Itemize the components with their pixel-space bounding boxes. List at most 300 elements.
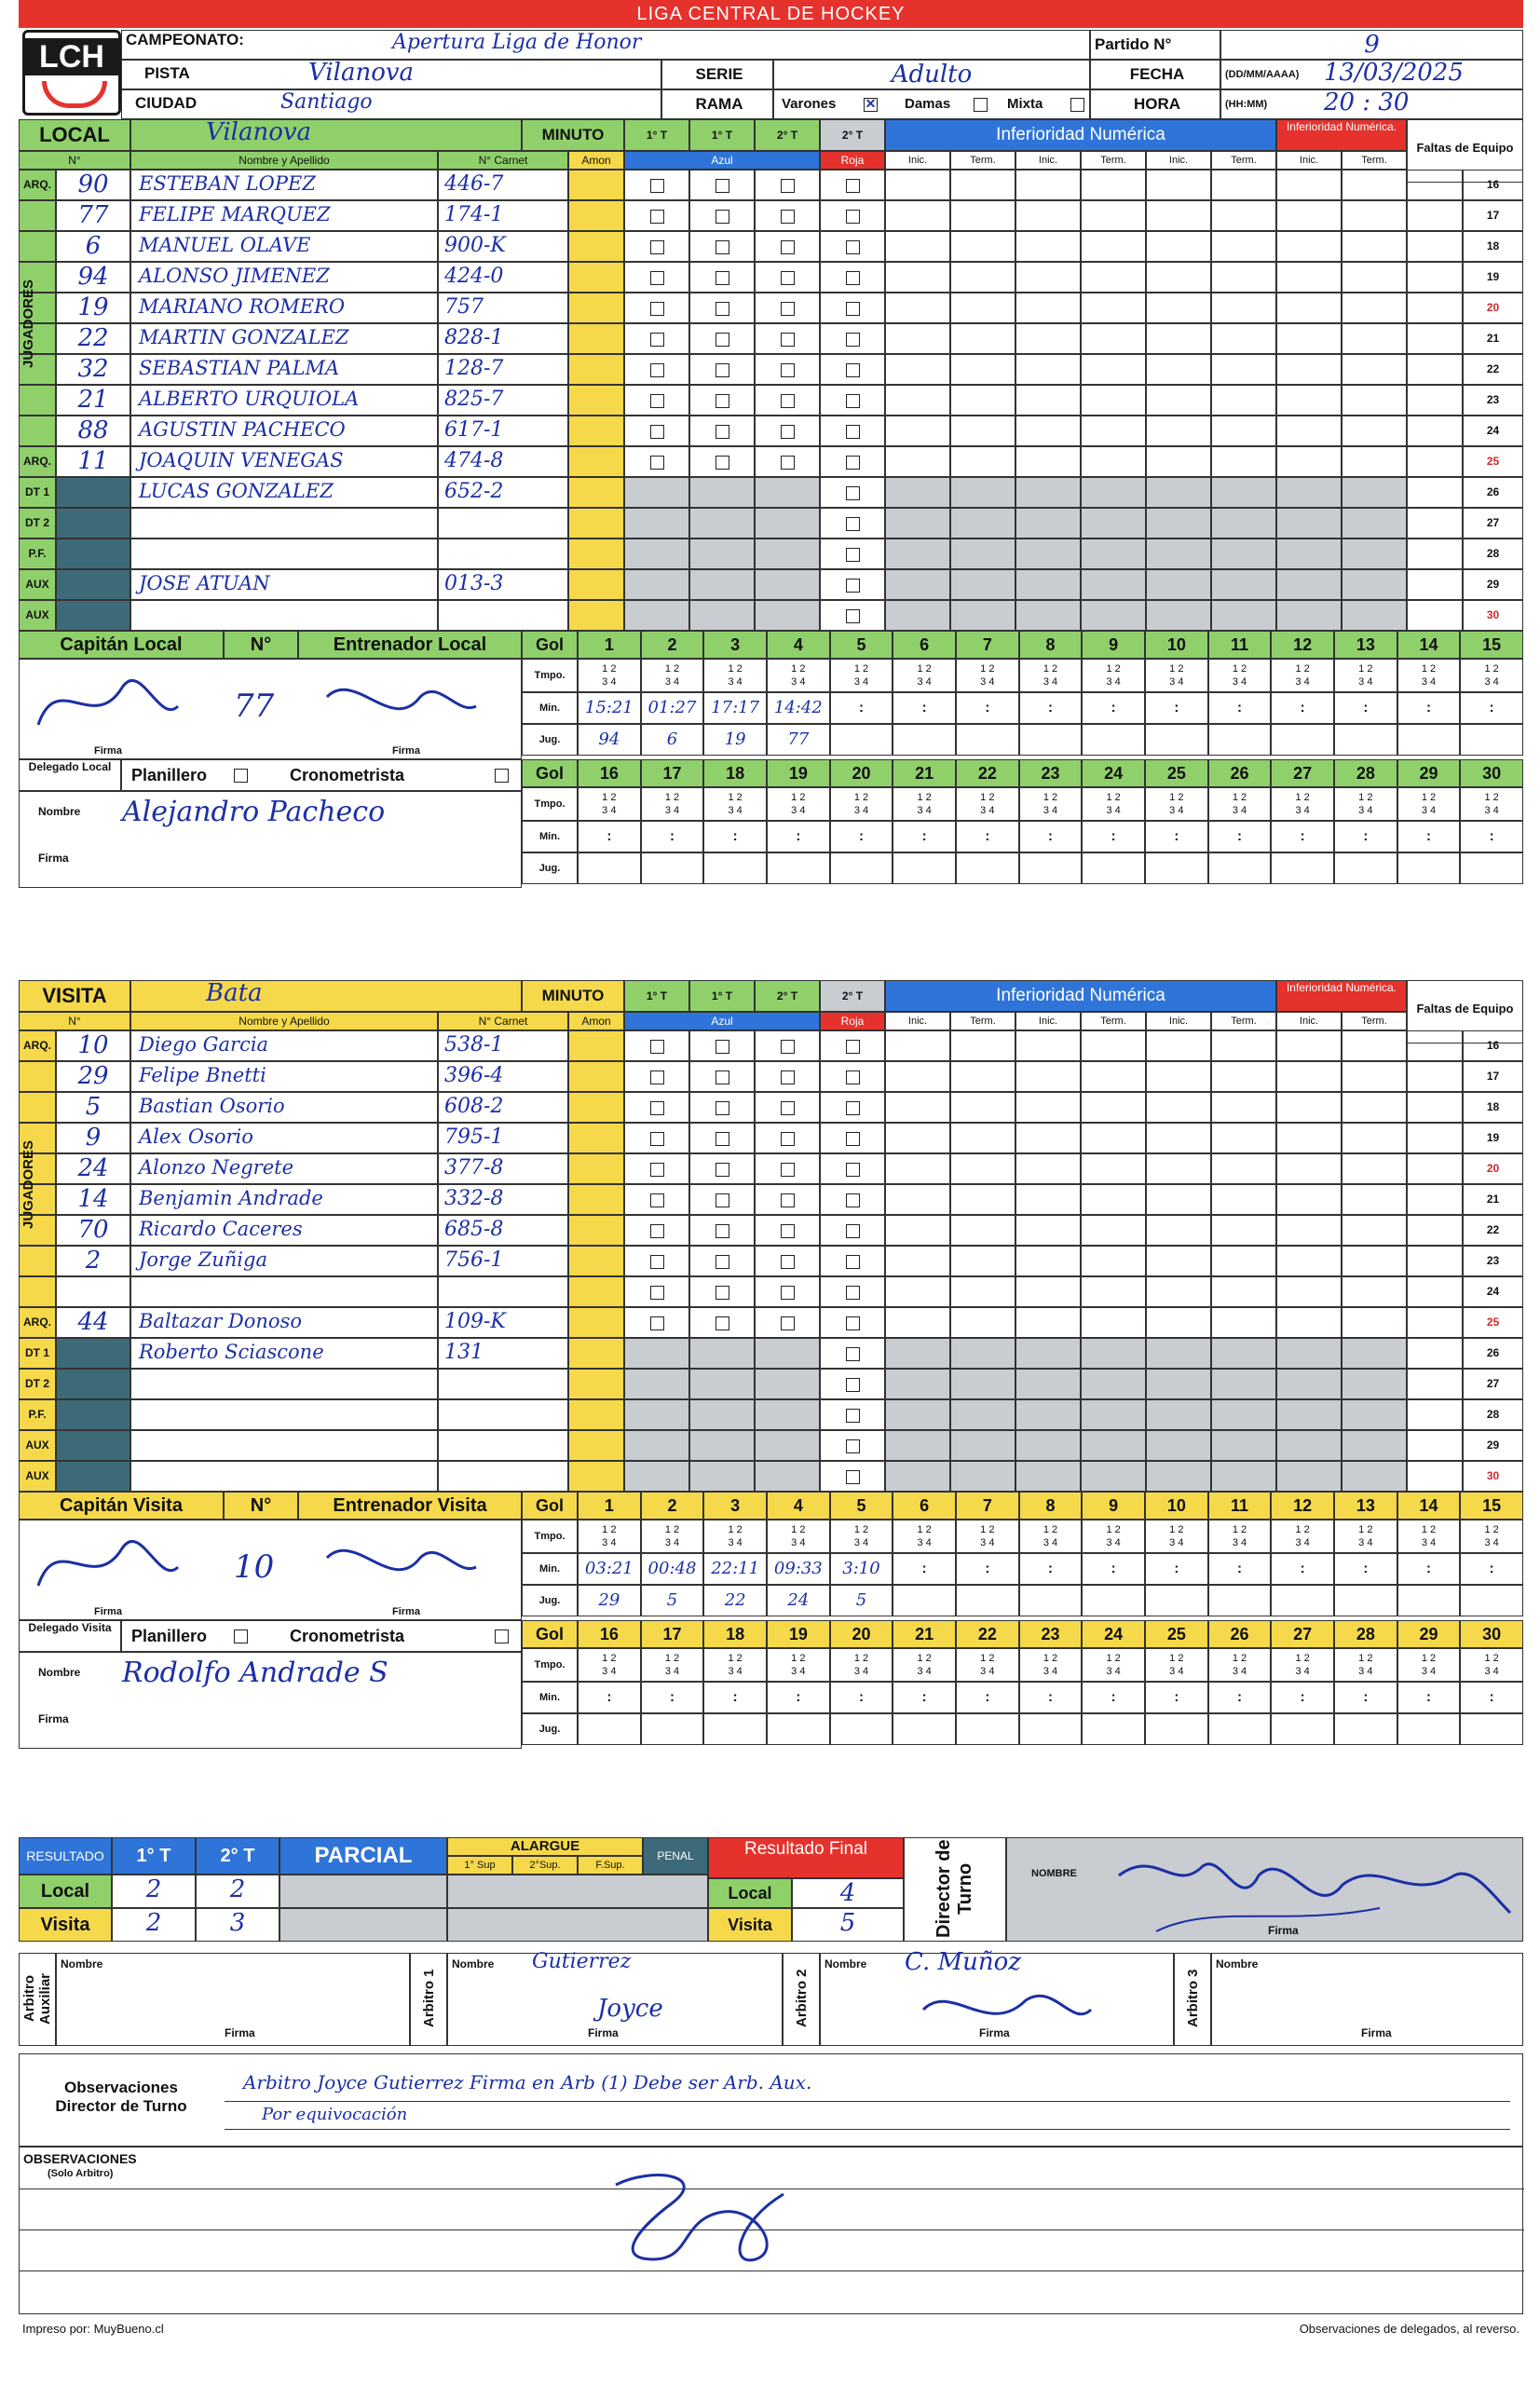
visita-inf-cell[interactable]	[1342, 1153, 1407, 1184]
visita-gol-tmpo-cell[interactable]	[1082, 1520, 1145, 1553]
local-azul-checkbox[interactable]	[781, 302, 795, 316]
local-inf-cell[interactable]	[1211, 262, 1276, 293]
local-inf-cell[interactable]	[1015, 416, 1081, 446]
visita-roja-cell[interactable]	[820, 1307, 885, 1338]
local-amon-cell[interactable]	[568, 323, 624, 354]
visita-amon-cell[interactable]	[568, 1307, 624, 1338]
visita-gol-tmpo-cell[interactable]	[767, 1648, 830, 1682]
visita-inf-cell[interactable]	[1081, 1307, 1146, 1338]
visita-inf-cell[interactable]	[1081, 1369, 1146, 1399]
visita-inf-cell[interactable]	[1146, 1430, 1211, 1461]
local-inf-cell[interactable]	[950, 293, 1015, 323]
visita-gol-jug-cell[interactable]	[1271, 1713, 1334, 1745]
visita-amon-cell[interactable]	[568, 1061, 624, 1092]
local-inf-cell[interactable]	[1342, 569, 1407, 600]
local-inf-cell[interactable]	[1342, 262, 1407, 293]
visita-inf-cell[interactable]	[1342, 1246, 1407, 1276]
visita-gol-tmpo-cell[interactable]	[1460, 1520, 1523, 1553]
local-roja-checkbox[interactable]	[846, 609, 860, 623]
local-inf-cell[interactable]	[1081, 569, 1146, 600]
visita-falta-a-cell[interactable]	[1407, 1461, 1463, 1492]
local-azul-cell[interactable]	[755, 539, 820, 569]
local-amon-cell[interactable]	[568, 200, 624, 231]
visita-azul-checkbox[interactable]	[715, 1316, 729, 1330]
visita-gol-min-cell[interactable]	[1397, 1553, 1461, 1585]
local-amon-cell[interactable]	[568, 293, 624, 323]
visita-inf-cell[interactable]	[1211, 1215, 1276, 1246]
local-gol-min-cell[interactable]	[956, 692, 1019, 724]
visita-gol-jug-cell[interactable]	[956, 1713, 1019, 1745]
local-inf-cell[interactable]	[885, 170, 950, 200]
local-gol-min-cell[interactable]	[703, 692, 767, 724]
visita-azul-checkbox[interactable]	[650, 1101, 664, 1115]
local-inf-cell[interactable]	[1015, 354, 1081, 385]
visita-azul-cell[interactable]	[624, 1461, 689, 1492]
visita-gol-jug-cell[interactable]	[1334, 1713, 1397, 1745]
visita-gol-tmpo-cell[interactable]	[1271, 1520, 1334, 1553]
local-gol-tmpo-cell[interactable]	[703, 659, 767, 692]
local-azul-cell[interactable]	[624, 600, 689, 631]
local-inf-cell[interactable]	[1276, 170, 1342, 200]
visita-inf-cell[interactable]	[885, 1369, 950, 1399]
visita-inf-cell[interactable]	[950, 1338, 1015, 1369]
visita-amon-cell[interactable]	[568, 1276, 624, 1307]
local-inf-cell[interactable]	[950, 200, 1015, 231]
visita-amon-cell[interactable]	[568, 1399, 624, 1430]
local-gol-min-cell[interactable]	[1082, 821, 1145, 852]
visita-inf-cell[interactable]	[1146, 1307, 1211, 1338]
visita-inf-cell[interactable]	[1276, 1338, 1342, 1369]
local-roja-cell[interactable]	[820, 539, 885, 569]
local-gol-jug-cell[interactable]	[767, 852, 830, 884]
visita-gol-min-cell[interactable]	[1271, 1682, 1334, 1713]
local-gol-tmpo-cell[interactable]	[578, 659, 641, 692]
local-gol-jug-cell[interactable]	[578, 852, 641, 884]
local-roja-cell[interactable]	[820, 231, 885, 262]
local-azul-cell[interactable]	[624, 323, 689, 354]
visita-roja-checkbox[interactable]	[846, 1316, 860, 1330]
local-falta-a-cell[interactable]	[1407, 539, 1463, 569]
local-inf-cell[interactable]	[1211, 323, 1276, 354]
local-inf-cell[interactable]	[1211, 508, 1276, 539]
local-roja-checkbox[interactable]	[846, 456, 860, 470]
visita-azul-cell[interactable]	[689, 1276, 755, 1307]
local-inf-cell[interactable]	[1081, 323, 1146, 354]
visita-azul-cell[interactable]	[689, 1338, 755, 1369]
visita-azul-cell[interactable]	[755, 1338, 820, 1369]
visita-azul-checkbox[interactable]	[781, 1163, 795, 1177]
visita-azul-cell[interactable]	[755, 1369, 820, 1399]
local-gol-jug-cell[interactable]	[1397, 724, 1461, 756]
local-gol-jug-cell[interactable]	[1082, 852, 1145, 884]
local-gol-jug-cell[interactable]	[1019, 724, 1083, 756]
local-inf-cell[interactable]	[1015, 262, 1081, 293]
visita-falta-a-cell[interactable]	[1407, 1369, 1463, 1399]
visita-gol-tmpo-cell[interactable]	[830, 1520, 893, 1553]
local-gol-tmpo-cell[interactable]	[1082, 659, 1145, 692]
visita-inf-cell[interactable]	[1146, 1030, 1211, 1061]
visita-inf-cell[interactable]	[1015, 1030, 1081, 1061]
local-azul-cell[interactable]	[624, 569, 689, 600]
local-inf-cell[interactable]	[950, 477, 1015, 508]
local-gol-min-cell[interactable]	[1397, 692, 1461, 724]
local-azul-cell[interactable]	[755, 323, 820, 354]
local-roja-checkbox[interactable]	[846, 210, 860, 224]
local-gol-min-cell[interactable]	[1019, 821, 1083, 852]
local-azul-cell[interactable]	[689, 539, 755, 569]
visita-azul-checkbox[interactable]	[715, 1163, 729, 1177]
visita-azul-cell[interactable]	[755, 1184, 820, 1215]
visita-falta-a-cell[interactable]	[1407, 1276, 1463, 1307]
visita-azul-cell[interactable]	[755, 1061, 820, 1092]
visita-inf-cell[interactable]	[1276, 1153, 1342, 1184]
visita-inf-cell[interactable]	[950, 1153, 1015, 1184]
local-gol-tmpo-cell[interactable]	[830, 787, 893, 821]
local-azul-cell[interactable]	[755, 569, 820, 600]
visita-azul-cell[interactable]	[689, 1461, 755, 1492]
visita-inf-cell[interactable]	[885, 1307, 950, 1338]
local-azul-cell[interactable]	[689, 508, 755, 539]
visita-gol-jug-cell[interactable]	[1397, 1713, 1461, 1745]
local-gol-jug-cell[interactable]	[893, 724, 956, 756]
local-azul-checkbox[interactable]	[650, 302, 664, 316]
local-roja-cell[interactable]	[820, 477, 885, 508]
local-planillero-checkbox[interactable]	[234, 769, 248, 783]
visita-inf-cell[interactable]	[950, 1276, 1015, 1307]
local-azul-cell[interactable]	[689, 385, 755, 416]
local-inf-cell[interactable]	[1015, 200, 1081, 231]
visita-inf-cell[interactable]	[1276, 1030, 1342, 1061]
visita-azul-cell[interactable]	[689, 1430, 755, 1461]
visita-gol-tmpo-cell[interactable]	[1271, 1648, 1334, 1682]
visita-inf-cell[interactable]	[1081, 1399, 1146, 1430]
damas-checkbox[interactable]	[974, 98, 988, 112]
visita-azul-checkbox[interactable]	[650, 1163, 664, 1177]
visita-inf-cell[interactable]	[1146, 1184, 1211, 1215]
visita-gol-min-cell[interactable]	[703, 1553, 767, 1585]
local-inf-cell[interactable]	[950, 600, 1015, 631]
visita-amon-cell[interactable]	[568, 1030, 624, 1061]
local-roja-cell[interactable]	[820, 569, 885, 600]
local-azul-cell[interactable]	[755, 293, 820, 323]
visita-inf-cell[interactable]	[1146, 1399, 1211, 1430]
local-inf-cell[interactable]	[1276, 354, 1342, 385]
visita-gol-min-cell[interactable]	[1082, 1553, 1145, 1585]
visita-azul-checkbox[interactable]	[781, 1316, 795, 1330]
visita-inf-cell[interactable]	[950, 1030, 1015, 1061]
varones-checkbox[interactable]: ✕	[865, 96, 877, 111]
visita-inf-cell[interactable]	[1342, 1276, 1407, 1307]
local-gol-tmpo-cell[interactable]	[1208, 659, 1272, 692]
local-inf-cell[interactable]	[1015, 385, 1081, 416]
visita-azul-cell[interactable]	[624, 1369, 689, 1399]
local-falta-a-cell[interactable]	[1407, 508, 1463, 539]
visita-inf-cell[interactable]	[885, 1430, 950, 1461]
local-inf-cell[interactable]	[1342, 200, 1407, 231]
local-amon-cell[interactable]	[568, 569, 624, 600]
visita-inf-cell[interactable]	[1342, 1184, 1407, 1215]
visita-amon-cell[interactable]	[568, 1123, 624, 1153]
visita-falta-a-cell[interactable]	[1407, 1246, 1463, 1276]
local-inf-cell[interactable]	[885, 569, 950, 600]
local-inf-cell[interactable]	[885, 416, 950, 446]
local-amon-cell[interactable]	[568, 446, 624, 477]
local-gol-jug-cell[interactable]	[1271, 852, 1334, 884]
local-inf-cell[interactable]	[1211, 600, 1276, 631]
visita-gol-tmpo-cell[interactable]	[1145, 1520, 1208, 1553]
visita-gol-min-cell[interactable]	[1334, 1553, 1397, 1585]
visita-falta-a-cell[interactable]	[1407, 1338, 1463, 1369]
local-gol-min-cell[interactable]	[1145, 821, 1208, 852]
mixta-checkbox[interactable]	[1070, 98, 1084, 112]
visita-inf-cell[interactable]	[1015, 1184, 1081, 1215]
visita-gol-min-cell[interactable]	[1019, 1682, 1083, 1713]
visita-azul-cell[interactable]	[624, 1092, 689, 1123]
visita-azul-cell[interactable]	[624, 1123, 689, 1153]
visita-inf-cell[interactable]	[1211, 1307, 1276, 1338]
local-azul-cell[interactable]	[755, 416, 820, 446]
visita-inf-cell[interactable]	[1211, 1061, 1276, 1092]
local-gol-tmpo-cell[interactable]	[1460, 787, 1523, 821]
local-inf-cell[interactable]	[1081, 170, 1146, 200]
visita-falta-a-cell[interactable]	[1407, 1092, 1463, 1123]
visita-inf-cell[interactable]	[1276, 1399, 1342, 1430]
local-inf-cell[interactable]	[885, 508, 950, 539]
visita-azul-checkbox[interactable]	[781, 1132, 795, 1146]
visita-falta-a-cell[interactable]	[1407, 1307, 1463, 1338]
local-gol-min-cell[interactable]	[1271, 692, 1334, 724]
visita-inf-cell[interactable]	[885, 1215, 950, 1246]
local-azul-cell[interactable]	[624, 446, 689, 477]
visita-amon-cell[interactable]	[568, 1184, 624, 1215]
local-gol-jug-cell[interactable]	[1208, 724, 1272, 756]
visita-inf-cell[interactable]	[1276, 1184, 1342, 1215]
local-inf-cell[interactable]	[1146, 446, 1211, 477]
local-gol-jug-cell[interactable]	[1145, 724, 1208, 756]
visita-falta-a-cell[interactable]	[1407, 1030, 1463, 1061]
visita-azul-checkbox[interactable]	[715, 1224, 729, 1238]
local-gol-min-cell[interactable]	[1397, 821, 1461, 852]
local-gol-min-cell[interactable]	[1082, 692, 1145, 724]
local-roja-checkbox[interactable]	[846, 548, 860, 562]
local-azul-checkbox[interactable]	[715, 425, 729, 439]
visita-inf-cell[interactable]	[1342, 1092, 1407, 1123]
visita-azul-checkbox[interactable]	[650, 1070, 664, 1084]
visita-inf-cell[interactable]	[885, 1399, 950, 1430]
local-inf-cell[interactable]	[1081, 385, 1146, 416]
visita-inf-cell[interactable]	[885, 1123, 950, 1153]
visita-gol-tmpo-cell[interactable]	[1208, 1520, 1272, 1553]
visita-roja-cell[interactable]	[820, 1461, 885, 1492]
visita-azul-checkbox[interactable]	[715, 1040, 729, 1054]
visita-azul-checkbox[interactable]	[715, 1101, 729, 1115]
local-inf-cell[interactable]	[1081, 200, 1146, 231]
visita-roja-checkbox[interactable]	[846, 1070, 860, 1084]
local-azul-cell[interactable]	[689, 569, 755, 600]
local-roja-cell[interactable]	[820, 446, 885, 477]
visita-gol-min-cell[interactable]	[956, 1682, 1019, 1713]
local-inf-cell[interactable]	[1146, 262, 1211, 293]
visita-azul-cell[interactable]	[689, 1369, 755, 1399]
visita-inf-cell[interactable]	[1211, 1153, 1276, 1184]
visita-gol-tmpo-cell[interactable]	[830, 1648, 893, 1682]
visita-inf-cell[interactable]	[1276, 1092, 1342, 1123]
local-inf-cell[interactable]	[1342, 539, 1407, 569]
visita-gol-jug-cell[interactable]	[1019, 1585, 1083, 1616]
local-inf-cell[interactable]	[885, 539, 950, 569]
local-gol-tmpo-cell[interactable]	[956, 787, 1019, 821]
local-gol-tmpo-cell[interactable]	[1334, 659, 1397, 692]
visita-azul-checkbox[interactable]	[781, 1101, 795, 1115]
local-gol-min-cell[interactable]	[1334, 821, 1397, 852]
local-gol-jug-cell[interactable]	[1334, 852, 1397, 884]
local-amon-cell[interactable]	[568, 170, 624, 200]
local-inf-cell[interactable]	[950, 354, 1015, 385]
local-azul-cell[interactable]	[689, 600, 755, 631]
local-azul-cell[interactable]	[755, 508, 820, 539]
visita-inf-cell[interactable]	[1146, 1153, 1211, 1184]
local-gol-jug-cell[interactable]	[1019, 852, 1083, 884]
local-gol-tmpo-cell[interactable]	[1397, 787, 1461, 821]
visita-azul-checkbox[interactable]	[781, 1224, 795, 1238]
local-amon-cell[interactable]	[568, 231, 624, 262]
local-gol-jug-cell[interactable]	[1460, 852, 1523, 884]
local-gol-tmpo-cell[interactable]	[893, 659, 956, 692]
local-inf-cell[interactable]	[1146, 293, 1211, 323]
visita-gol-tmpo-cell[interactable]	[578, 1648, 641, 1682]
local-gol-jug-cell[interactable]	[767, 724, 830, 756]
local-azul-checkbox[interactable]	[650, 425, 664, 439]
local-roja-cell[interactable]	[820, 354, 885, 385]
local-gol-tmpo-cell[interactable]	[1397, 659, 1461, 692]
local-amon-cell[interactable]	[568, 539, 624, 569]
visita-inf-cell[interactable]	[1276, 1369, 1342, 1399]
local-azul-checkbox[interactable]	[650, 240, 664, 254]
visita-azul-cell[interactable]	[624, 1338, 689, 1369]
local-gol-tmpo-cell[interactable]	[1208, 787, 1272, 821]
visita-gol-tmpo-cell[interactable]	[578, 1520, 641, 1553]
local-gol-jug-cell[interactable]	[956, 724, 1019, 756]
visita-falta-a-cell[interactable]	[1407, 1184, 1463, 1215]
local-inf-cell[interactable]	[1146, 477, 1211, 508]
visita-inf-cell[interactable]	[1015, 1430, 1081, 1461]
visita-inf-cell[interactable]	[1081, 1092, 1146, 1123]
visita-inf-cell[interactable]	[1015, 1399, 1081, 1430]
local-falta-a-cell[interactable]	[1407, 385, 1463, 416]
visita-roja-cell[interactable]	[820, 1430, 885, 1461]
local-inf-cell[interactable]	[1015, 293, 1081, 323]
local-azul-checkbox[interactable]	[715, 456, 729, 470]
visita-gol-tmpo-cell[interactable]	[1082, 1648, 1145, 1682]
local-amon-cell[interactable]	[568, 354, 624, 385]
visita-roja-cell[interactable]	[820, 1338, 885, 1369]
local-inf-cell[interactable]	[950, 539, 1015, 569]
visita-azul-cell[interactable]	[755, 1399, 820, 1430]
local-gol-jug-cell[interactable]	[830, 852, 893, 884]
visita-gol-min-cell[interactable]	[956, 1553, 1019, 1585]
local-inf-cell[interactable]	[1081, 354, 1146, 385]
visita-inf-cell[interactable]	[950, 1246, 1015, 1276]
visita-inf-cell[interactable]	[1146, 1369, 1211, 1399]
local-azul-checkbox[interactable]	[650, 456, 664, 470]
local-azul-cell[interactable]	[624, 416, 689, 446]
visita-inf-cell[interactable]	[1015, 1123, 1081, 1153]
visita-gol-jug-cell[interactable]	[767, 1585, 830, 1616]
local-azul-checkbox[interactable]	[781, 240, 795, 254]
local-inf-cell[interactable]	[1146, 231, 1211, 262]
local-roja-cell[interactable]	[820, 600, 885, 631]
local-inf-cell[interactable]	[1342, 446, 1407, 477]
visita-inf-cell[interactable]	[1015, 1246, 1081, 1276]
visita-inf-cell[interactable]	[1211, 1338, 1276, 1369]
local-roja-cell[interactable]	[820, 170, 885, 200]
visita-gol-jug-cell[interactable]	[1082, 1713, 1145, 1745]
visita-azul-checkbox[interactable]	[781, 1255, 795, 1269]
visita-roja-checkbox[interactable]	[846, 1439, 860, 1453]
local-inf-cell[interactable]	[1211, 477, 1276, 508]
visita-cronometrista-checkbox[interactable]	[495, 1630, 509, 1643]
local-gol-tmpo-cell[interactable]	[1271, 659, 1334, 692]
visita-gol-tmpo-cell[interactable]	[641, 1520, 704, 1553]
local-gol-min-cell[interactable]	[830, 692, 893, 724]
local-inf-cell[interactable]	[885, 200, 950, 231]
visita-inf-cell[interactable]	[1342, 1430, 1407, 1461]
local-inf-cell[interactable]	[1342, 416, 1407, 446]
visita-azul-cell[interactable]	[624, 1030, 689, 1061]
local-falta-a-cell[interactable]	[1407, 354, 1463, 385]
local-inf-cell[interactable]	[1342, 170, 1407, 200]
visita-gol-tmpo-cell[interactable]	[1397, 1648, 1461, 1682]
visita-azul-cell[interactable]	[689, 1092, 755, 1123]
local-gol-min-cell[interactable]	[1145, 692, 1208, 724]
visita-inf-cell[interactable]	[1276, 1307, 1342, 1338]
visita-inf-cell[interactable]	[885, 1061, 950, 1092]
local-falta-a-cell[interactable]	[1407, 477, 1463, 508]
local-inf-cell[interactable]	[1015, 446, 1081, 477]
local-gol-min-cell[interactable]	[641, 821, 704, 852]
visita-inf-cell[interactable]	[1146, 1338, 1211, 1369]
local-inf-cell[interactable]	[1081, 416, 1146, 446]
visita-inf-cell[interactable]	[1276, 1246, 1342, 1276]
visita-azul-checkbox[interactable]	[715, 1193, 729, 1207]
visita-gol-tmpo-cell[interactable]	[956, 1520, 1019, 1553]
visita-roja-cell[interactable]	[820, 1215, 885, 1246]
local-azul-cell[interactable]	[689, 200, 755, 231]
visita-gol-min-cell[interactable]	[641, 1553, 704, 1585]
visita-azul-checkbox[interactable]	[650, 1316, 664, 1330]
local-gol-tmpo-cell[interactable]	[1334, 787, 1397, 821]
visita-roja-checkbox[interactable]	[846, 1193, 860, 1207]
visita-azul-cell[interactable]	[624, 1153, 689, 1184]
visita-gol-min-cell[interactable]	[893, 1553, 956, 1585]
visita-azul-cell[interactable]	[689, 1030, 755, 1061]
local-inf-cell[interactable]	[1015, 170, 1081, 200]
visita-inf-cell[interactable]	[950, 1215, 1015, 1246]
visita-inf-cell[interactable]	[1081, 1430, 1146, 1461]
visita-gol-jug-cell[interactable]	[641, 1585, 704, 1616]
visita-inf-cell[interactable]	[1342, 1399, 1407, 1430]
local-gol-jug-cell[interactable]	[703, 852, 767, 884]
visita-roja-cell[interactable]	[820, 1184, 885, 1215]
visita-gol-min-cell[interactable]	[1334, 1682, 1397, 1713]
local-gol-min-cell[interactable]	[830, 821, 893, 852]
visita-gol-jug-cell[interactable]	[1271, 1585, 1334, 1616]
visita-gol-jug-cell[interactable]	[703, 1585, 767, 1616]
visita-azul-cell[interactable]	[689, 1215, 755, 1246]
visita-azul-cell[interactable]	[689, 1153, 755, 1184]
local-gol-jug-cell[interactable]	[1460, 724, 1523, 756]
local-azul-cell[interactable]	[624, 508, 689, 539]
